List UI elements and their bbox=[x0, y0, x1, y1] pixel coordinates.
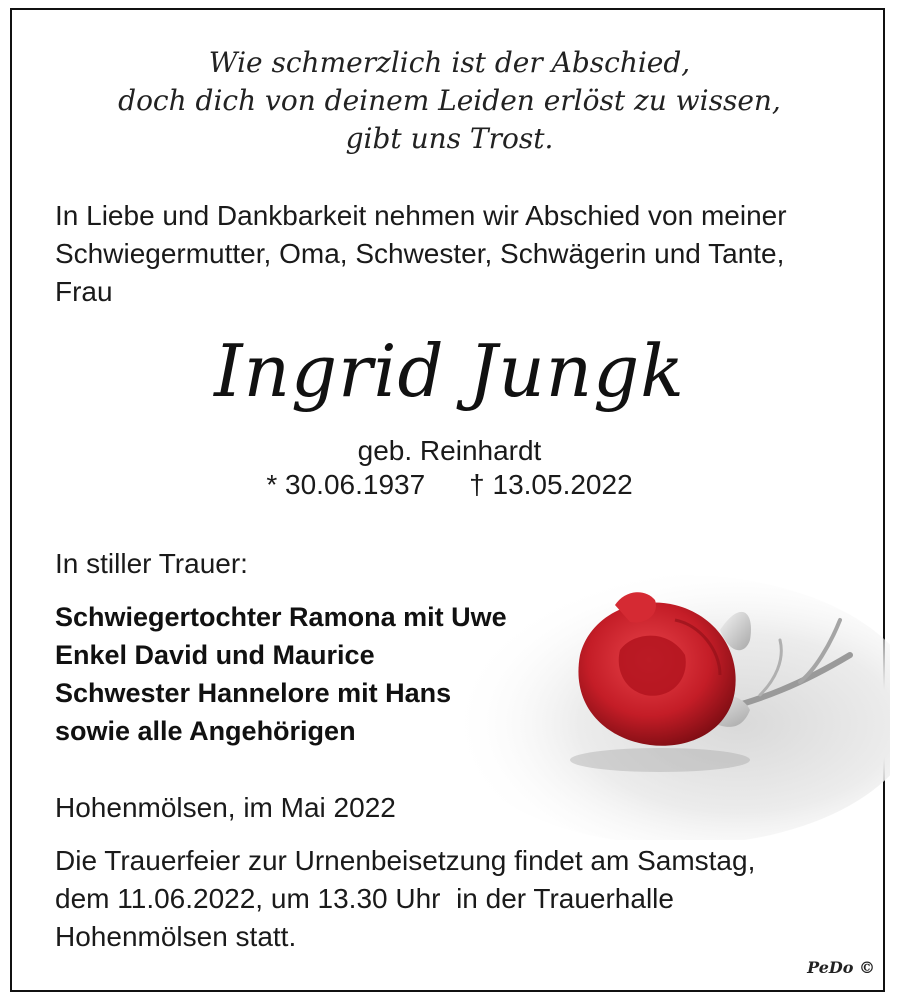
poem-line: Wie schmerzlich ist der Abschied, bbox=[208, 46, 691, 79]
poem bbox=[0, 44, 899, 158]
copyright-mark: PeDo © bbox=[807, 958, 875, 977]
mourner: Enkel David und Maurice bbox=[55, 640, 375, 670]
intro-text bbox=[55, 197, 855, 311]
mourner: Schwester Hannelore mit Hans bbox=[55, 678, 452, 708]
mourner: Schwiegertochter Ramona mit Uwe bbox=[55, 602, 507, 632]
mourners-list bbox=[55, 598, 507, 750]
deceased-name: Ingrid Jungk bbox=[214, 329, 685, 413]
place-date: Hohenmölsen, im Mai 2022 bbox=[55, 792, 396, 823]
ceremony-line: Hohenmölsen statt. bbox=[55, 921, 297, 952]
poem-line: doch dich von deinem Leiden erlöst zu wissen, bbox=[118, 84, 781, 117]
life-dates bbox=[0, 468, 899, 502]
intro-line: Frau bbox=[55, 276, 113, 307]
mourner: sowie alle Angehörigen bbox=[55, 716, 356, 746]
birth-name: geb. Reinhardt bbox=[357, 435, 542, 466]
death-date: † 13.05.2022 bbox=[469, 469, 633, 500]
mourning-label: In stiller Trauer: bbox=[55, 548, 248, 579]
poem-line: gibt uns Trost. bbox=[345, 122, 554, 155]
ceremony-line: Die Trauerfeier zur Urnenbeisetzung findet am Samstag, bbox=[55, 845, 756, 876]
ceremony-text bbox=[55, 842, 855, 956]
ceremony-line: dem 11.06.2022, um 13.30 Uhr in der Trauerhalle bbox=[55, 883, 674, 914]
birth-date: * 30.06.1937 bbox=[266, 469, 426, 500]
intro-line: In Liebe und Dankbarkeit nehmen wir Abschied von meiner bbox=[55, 200, 787, 231]
intro-line: Schwiegermutter, Oma, Schwester, Schwägerin und Tante, bbox=[55, 238, 785, 269]
